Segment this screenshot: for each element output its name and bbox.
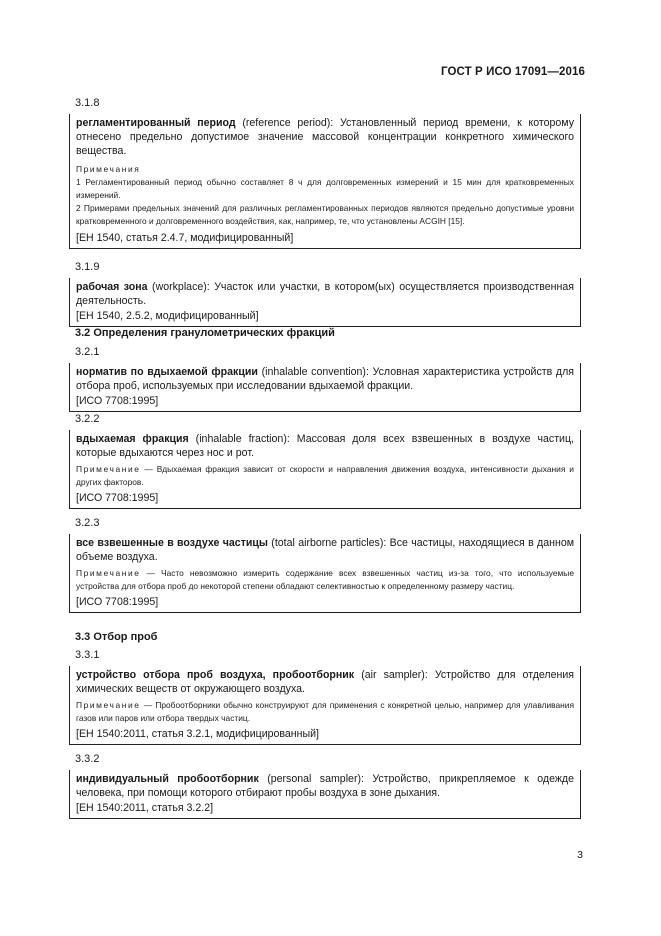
section-heading: 3.2 Определения гранулометрических фракций [75, 327, 335, 339]
term: норматив по вдыхаемой фракции [76, 366, 258, 378]
definition-text: устройство отбора проб воздуха, пробоотборник (air sampler): Устройство для отделения химических веществ от окружающего воздуха. [76, 669, 574, 696]
definition-box [69, 278, 581, 327]
term: индивидуальный пробоотборник [76, 773, 259, 785]
clause-number: 3.1.8 [75, 97, 100, 109]
definition-box [69, 430, 581, 509]
term: устройство отбора проб воздуха, пробоотборник [76, 669, 355, 681]
note: Примечание — Вдыхаемая фракция зависит от скорости и направления движения воздуха, интенсивности дыхания и других факторов. [76, 464, 574, 487]
page-number: 3 [577, 849, 583, 861]
section-heading: 3.3 Отбор проб [75, 631, 158, 643]
definition-box [69, 534, 581, 613]
definition-box [69, 770, 581, 819]
term: регламентированный период [76, 117, 236, 129]
definition-text: регламентированный период (reference period): Установленный период времени, к которому отнесено предельно допустимое значение массовой концентрации конкретного химического вещества. [76, 117, 574, 158]
clause-number: 3.2.1 [75, 346, 100, 358]
notes-label: Примечания [76, 163, 141, 174]
clause-number: 3.3.2 [75, 753, 100, 765]
source-reference: [ИСО 7708:1995] [76, 492, 159, 505]
term: все взвешенные в воздухе частицы [76, 537, 268, 549]
document-id: ГОСТ Р ИСО 17091—2016 [440, 66, 585, 78]
clause-number: 3.2.3 [75, 517, 100, 529]
source-reference: [ЕН 1540:2011, статья 3.2.1, модифицированный] [76, 728, 319, 741]
source-reference: [ИСО 7708:1995] [76, 596, 159, 609]
definition-text: рабочая зона (workplace): Участок или участки, в котором(ых) осуществляется производственная деятельность. [76, 281, 575, 308]
definition-box [69, 666, 581, 745]
source-reference: [ЕН 1540, 2.5.2, модифицированный] [76, 310, 259, 323]
term: рабочая зона [76, 281, 148, 293]
note: Примечание — Часто невозможно измерить содержание всех взвешенных частиц из-за того, что используемые устройства для отбора проб до некоторой степени обладают селективностью к определенному размеру частиц. [76, 568, 574, 591]
definition-box [69, 363, 581, 412]
note-1: 1 Регламентированный период обычно составляет 8 ч для долговременных измерений и 15 мин для кратковременных измерений. [76, 177, 574, 200]
definition-box [69, 114, 581, 249]
source-reference: [ЕН 1540:2011, статья 3.2.2] [76, 802, 214, 815]
term: вдыхаемая фракция [76, 433, 189, 445]
clause-number: 3.2.2 [75, 413, 100, 425]
definition-text: индивидуальный пробоотборник (personal sampler): Устройство, прикрепляемое к одежде человека, при помощи которого отбирают пробы воздуха в зоне дыхания. [76, 773, 575, 800]
source-reference: [ИСО 7708:1995] [76, 395, 159, 408]
clause-number: 3.1.9 [75, 261, 100, 273]
definition-text: норматив по вдыхаемой фракции (inhalable convention): Условная характеристика устройств для отбора проб, используемых при исследовании вдыхаемой фракции. [76, 366, 574, 393]
clause-number: 3.3.1 [75, 649, 100, 661]
note: Примечание — Пробоотборники обычно конструируют для применения с конкретной целью, например для улавливания газов или паров или отбора твердых частиц. [76, 700, 574, 723]
definition-text: вдыхаемая фракция (inhalable fraction): Массовая доля всех взвешенных в воздухе частиц, которые вдыхаются через нос и рот. [76, 433, 574, 460]
note-2: 2 Примерами предельных значений для различных регламентированных периодов являются предельно допустимые уровни кратковременного и долговременного воздействия, как, например, те, что установлены ACGIH [15]. [76, 203, 574, 226]
definition-text: все взвешенные в воздухе частицы (total airborne particles): Все частицы, находящиеся в данном объеме воздуха. [76, 537, 574, 564]
source-reference: [ЕН 1540, статья 2.4.7, модифицированный] [76, 232, 294, 245]
